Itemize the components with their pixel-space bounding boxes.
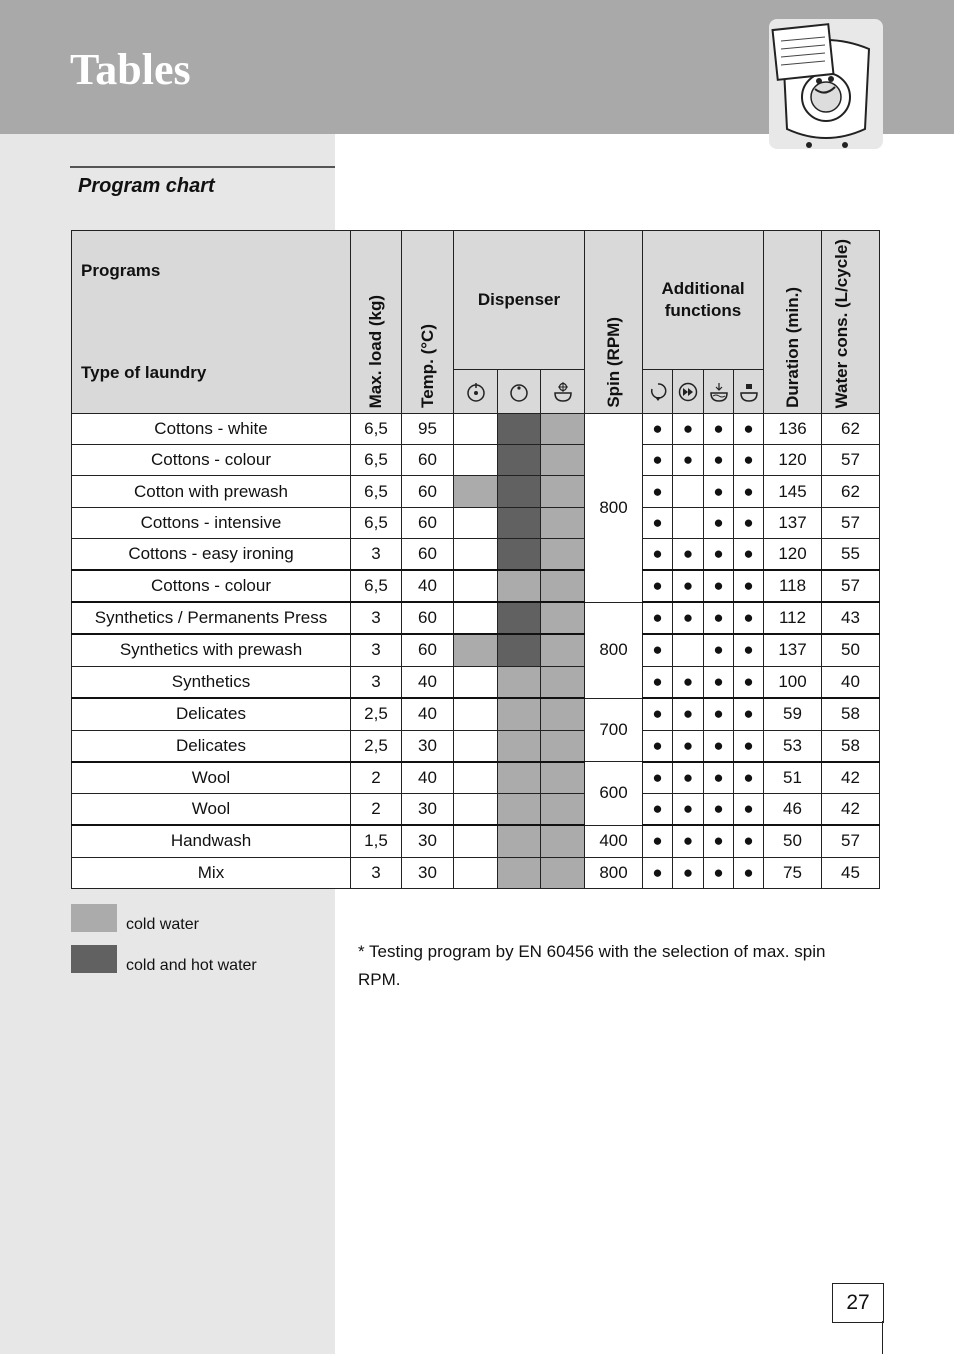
spin-cell: 800	[585, 857, 643, 888]
program-name-cell: Cottons - easy ironing	[72, 539, 351, 571]
function-dot-cell: ●	[643, 570, 673, 602]
duration-cell: 136	[764, 414, 822, 445]
temp-cell: 40	[402, 698, 454, 730]
max-load-cell: 2	[351, 762, 402, 794]
max-load-cell: 2,5	[351, 698, 402, 730]
temp-cell: 60	[402, 602, 454, 634]
function-dot-cell: ●	[673, 539, 704, 571]
function-dot-cell: ●	[734, 666, 764, 698]
function-dot-cell: ●	[673, 666, 704, 698]
dispenser-cell	[498, 762, 541, 794]
duration-cell: 59	[764, 698, 822, 730]
max-load-cell: 6,5	[351, 445, 402, 476]
function-dot-cell: ●	[734, 414, 764, 445]
duration-header: Duration (min.)	[764, 231, 822, 414]
dispenser-cell	[454, 762, 498, 794]
dispenser-cell	[541, 666, 585, 698]
water-cell: 45	[822, 857, 880, 888]
max-load-header: Max. load (kg)	[351, 231, 402, 414]
function-dot-cell: ●	[734, 794, 764, 826]
function-dot-cell: ●	[704, 602, 734, 634]
table-row	[72, 794, 880, 826]
temp-cell: 30	[402, 730, 454, 762]
duration-cell: 137	[764, 508, 822, 539]
temp-cell: 40	[402, 570, 454, 602]
dispenser-cell	[498, 539, 541, 571]
function-dot-cell: ●	[643, 730, 673, 762]
function-dot-cell: ●	[704, 762, 734, 794]
water-cell: 57	[822, 570, 880, 602]
dispenser-cell	[498, 666, 541, 698]
section-rule	[70, 166, 335, 168]
spin-cell: 400	[585, 825, 643, 857]
duration-cell: 50	[764, 825, 822, 857]
function-dot-cell: ●	[734, 730, 764, 762]
dispenser-cell	[498, 445, 541, 476]
cold-and-hot-water-swatch	[71, 945, 117, 973]
function-dot-cell: ●	[673, 794, 704, 826]
temp-cell: 30	[402, 825, 454, 857]
temp-cell: 30	[402, 794, 454, 826]
function-dot-cell: ●	[673, 414, 704, 445]
spin-cell: 800	[585, 414, 643, 603]
function-dot-cell: ●	[643, 857, 673, 888]
quick-wash-icon	[673, 370, 704, 414]
dispenser-cell	[454, 857, 498, 888]
water-cell: 57	[822, 508, 880, 539]
water-cell: 62	[822, 414, 880, 445]
function-dot-cell: ●	[704, 698, 734, 730]
water-cell: 42	[822, 762, 880, 794]
dispenser-cell	[454, 634, 498, 666]
dispenser-cell	[541, 414, 585, 445]
water-cell: 42	[822, 794, 880, 826]
spin-reduce-icon	[643, 370, 673, 414]
function-dot-cell	[673, 634, 704, 666]
function-dot-cell: ●	[704, 730, 734, 762]
type-of-laundry-label: Type of laundry	[81, 363, 207, 382]
water-cell: 40	[822, 666, 880, 698]
dispenser-cell	[541, 857, 585, 888]
function-dot-cell: ●	[643, 825, 673, 857]
temp-cell: 40	[402, 762, 454, 794]
duration-cell: 120	[764, 445, 822, 476]
function-dot-cell: ●	[673, 602, 704, 634]
temp-cell: 60	[402, 539, 454, 571]
extra-rinse-icon	[704, 370, 734, 414]
dispenser-cell	[498, 730, 541, 762]
page-number-rule	[882, 1321, 883, 1354]
dispenser-cell	[498, 570, 541, 602]
footnote: * Testing program by EN 60456 with the selection of max. spin RPM.	[358, 942, 826, 989]
duration-cell: 112	[764, 602, 822, 634]
dispenser-cell	[454, 602, 498, 634]
duration-cell: 75	[764, 857, 822, 888]
function-dot-cell: ●	[704, 570, 734, 602]
function-dot-cell: ●	[704, 825, 734, 857]
dispenser-cell	[541, 825, 585, 857]
dispenser-cell	[541, 476, 585, 508]
function-dot-cell: ●	[734, 602, 764, 634]
function-dot-cell: ●	[643, 698, 673, 730]
function-dot-cell: ●	[673, 698, 704, 730]
function-dot-cell: ●	[643, 414, 673, 445]
water-cell: 57	[822, 445, 880, 476]
table-row	[72, 570, 880, 602]
dispenser-cell	[454, 698, 498, 730]
additional-functions-header: Additional functions	[643, 231, 764, 370]
washing-machine-mascot-icon	[769, 19, 883, 149]
program-name-cell: Cottons - colour	[72, 570, 351, 602]
function-dot-cell: ●	[704, 539, 734, 571]
dispenser-cell	[454, 414, 498, 445]
table-row	[72, 602, 880, 634]
start-delay-icon	[734, 370, 764, 414]
table-row	[72, 634, 880, 666]
temp-cell: 60	[402, 634, 454, 666]
water-cell: 55	[822, 539, 880, 571]
duration-cell: 120	[764, 539, 822, 571]
program-name-cell: Synthetics with prewash	[72, 634, 351, 666]
dispenser-cell	[454, 539, 498, 571]
dispenser-cell	[541, 602, 585, 634]
function-dot-cell: ●	[734, 539, 764, 571]
dispenser-cell	[498, 508, 541, 539]
function-dot-cell	[673, 476, 704, 508]
dispenser-cell	[541, 570, 585, 602]
program-name-cell: Handwash	[72, 825, 351, 857]
function-dot-cell: ●	[704, 508, 734, 539]
max-load-cell: 6,5	[351, 570, 402, 602]
table-row	[72, 857, 880, 888]
temp-cell: 40	[402, 666, 454, 698]
function-dot-cell: ●	[643, 794, 673, 826]
program-name-cell: Cotton with prewash	[72, 476, 351, 508]
max-load-cell: 6,5	[351, 414, 402, 445]
program-name-cell: Cottons - colour	[72, 445, 351, 476]
function-dot-cell: ●	[734, 634, 764, 666]
program-name-cell: Synthetics	[72, 666, 351, 698]
function-dot-cell: ●	[673, 825, 704, 857]
program-name-cell: Delicates	[72, 730, 351, 762]
softener-icon	[541, 370, 585, 414]
page-number: 27	[832, 1283, 884, 1323]
duration-cell: 100	[764, 666, 822, 698]
function-dot-cell: ●	[643, 666, 673, 698]
prewash-icon	[454, 370, 498, 414]
dispenser-cell	[498, 698, 541, 730]
dispenser-cell	[454, 730, 498, 762]
max-load-cell: 6,5	[351, 476, 402, 508]
program-rows	[72, 414, 880, 889]
temp-header: Temp. (°C)	[402, 231, 454, 414]
dispenser-cell	[454, 570, 498, 602]
water-cell: 57	[822, 825, 880, 857]
program-name-cell: Delicates	[72, 698, 351, 730]
function-dot-cell: ●	[704, 414, 734, 445]
function-dot-cell: ●	[734, 508, 764, 539]
water-cell: 50	[822, 634, 880, 666]
spin-header: Spin (RPM)	[585, 231, 643, 414]
dispenser-cell	[498, 602, 541, 634]
dispenser-cell	[541, 730, 585, 762]
dispenser-cell	[541, 539, 585, 571]
max-load-cell: 3	[351, 539, 402, 571]
water-cell: 62	[822, 476, 880, 508]
dispenser-cell	[454, 476, 498, 508]
temp-cell: 95	[402, 414, 454, 445]
function-dot-cell	[673, 508, 704, 539]
function-dot-cell: ●	[643, 476, 673, 508]
duration-cell: 145	[764, 476, 822, 508]
function-dot-cell: ●	[643, 539, 673, 571]
duration-cell: 118	[764, 570, 822, 602]
program-name-cell: Wool	[72, 794, 351, 826]
function-dot-cell: ●	[673, 762, 704, 794]
function-dot-cell: ●	[643, 634, 673, 666]
function-dot-cell: ●	[704, 794, 734, 826]
function-dot-cell: ●	[734, 857, 764, 888]
duration-cell: 51	[764, 762, 822, 794]
table-row	[72, 730, 880, 762]
temp-cell: 30	[402, 857, 454, 888]
dispenser-cell	[454, 825, 498, 857]
table-row	[72, 762, 880, 794]
program-name-cell: Wool	[72, 762, 351, 794]
dispenser-cell	[541, 445, 585, 476]
temp-cell: 60	[402, 445, 454, 476]
programs-header	[72, 231, 351, 414]
dispenser-cell	[454, 666, 498, 698]
dispenser-cell	[454, 794, 498, 826]
dispenser-cell	[541, 794, 585, 826]
dispenser-cell	[454, 508, 498, 539]
max-load-cell: 6,5	[351, 508, 402, 539]
function-dot-cell: ●	[734, 698, 764, 730]
program-name-cell: Synthetics / Permanents Press	[72, 602, 351, 634]
function-dot-cell: ●	[734, 445, 764, 476]
max-load-cell: 1,5	[351, 825, 402, 857]
table-row	[72, 414, 880, 445]
function-dot-cell: ●	[643, 508, 673, 539]
dispenser-cell	[541, 508, 585, 539]
spin-cell: 700	[585, 698, 643, 762]
temp-cell: 60	[402, 476, 454, 508]
cold-and-hot-water-label: cold and hot water	[126, 957, 257, 974]
function-dot-cell: ●	[734, 476, 764, 508]
function-dot-cell: ●	[673, 857, 704, 888]
dispenser-cell	[454, 445, 498, 476]
function-dot-cell: ●	[734, 762, 764, 794]
spin-cell: 600	[585, 762, 643, 826]
dispenser-cell	[498, 414, 541, 445]
dispenser-cell	[541, 634, 585, 666]
cold-water-label: cold water	[126, 916, 199, 933]
function-dot-cell: ●	[673, 730, 704, 762]
program-name-cell: Cottons - white	[72, 414, 351, 445]
program-name-cell: Cottons - intensive	[72, 508, 351, 539]
table-row	[72, 539, 880, 571]
function-dot-cell: ●	[704, 857, 734, 888]
max-load-cell: 3	[351, 634, 402, 666]
dispenser-cell	[498, 825, 541, 857]
max-load-cell: 2	[351, 794, 402, 826]
spin-cell: 800	[585, 602, 643, 698]
program-chart-table	[71, 230, 880, 889]
table-row	[72, 476, 880, 508]
program-name-cell: Mix	[72, 857, 351, 888]
max-load-cell: 3	[351, 857, 402, 888]
duration-cell: 46	[764, 794, 822, 826]
main-wash-icon	[498, 370, 541, 414]
function-dot-cell: ●	[704, 445, 734, 476]
function-dot-cell: ●	[643, 445, 673, 476]
function-dot-cell: ●	[643, 602, 673, 634]
temp-cell: 60	[402, 508, 454, 539]
max-load-cell: 3	[351, 666, 402, 698]
function-dot-cell: ●	[704, 476, 734, 508]
duration-cell: 137	[764, 634, 822, 666]
function-dot-cell: ●	[673, 570, 704, 602]
dispenser-header: Dispenser	[454, 231, 585, 370]
duration-cell: 53	[764, 730, 822, 762]
page-title: Tables	[70, 45, 191, 94]
table-row	[72, 508, 880, 539]
section-title: Program chart	[78, 175, 215, 197]
function-dot-cell: ●	[643, 762, 673, 794]
dispenser-cell	[498, 476, 541, 508]
function-dot-cell: ●	[704, 666, 734, 698]
water-consumption-header: Water cons. (L/cycle)	[822, 231, 880, 414]
max-load-cell: 2,5	[351, 730, 402, 762]
dispenser-cell	[498, 794, 541, 826]
table-row	[72, 698, 880, 730]
dispenser-cell	[498, 634, 541, 666]
function-dot-cell: ●	[673, 445, 704, 476]
function-dot-cell: ●	[734, 825, 764, 857]
water-cell: 43	[822, 602, 880, 634]
cold-water-swatch	[71, 904, 117, 932]
table-row	[72, 445, 880, 476]
dispenser-cell	[541, 698, 585, 730]
table-row	[72, 825, 880, 857]
water-cell: 58	[822, 730, 880, 762]
function-dot-cell: ●	[704, 634, 734, 666]
dispenser-cell	[541, 762, 585, 794]
max-load-cell: 3	[351, 602, 402, 634]
programs-label: Programs	[81, 261, 161, 280]
table-row	[72, 666, 880, 698]
dispenser-cell	[498, 857, 541, 888]
water-cell: 58	[822, 698, 880, 730]
function-dot-cell: ●	[734, 570, 764, 602]
